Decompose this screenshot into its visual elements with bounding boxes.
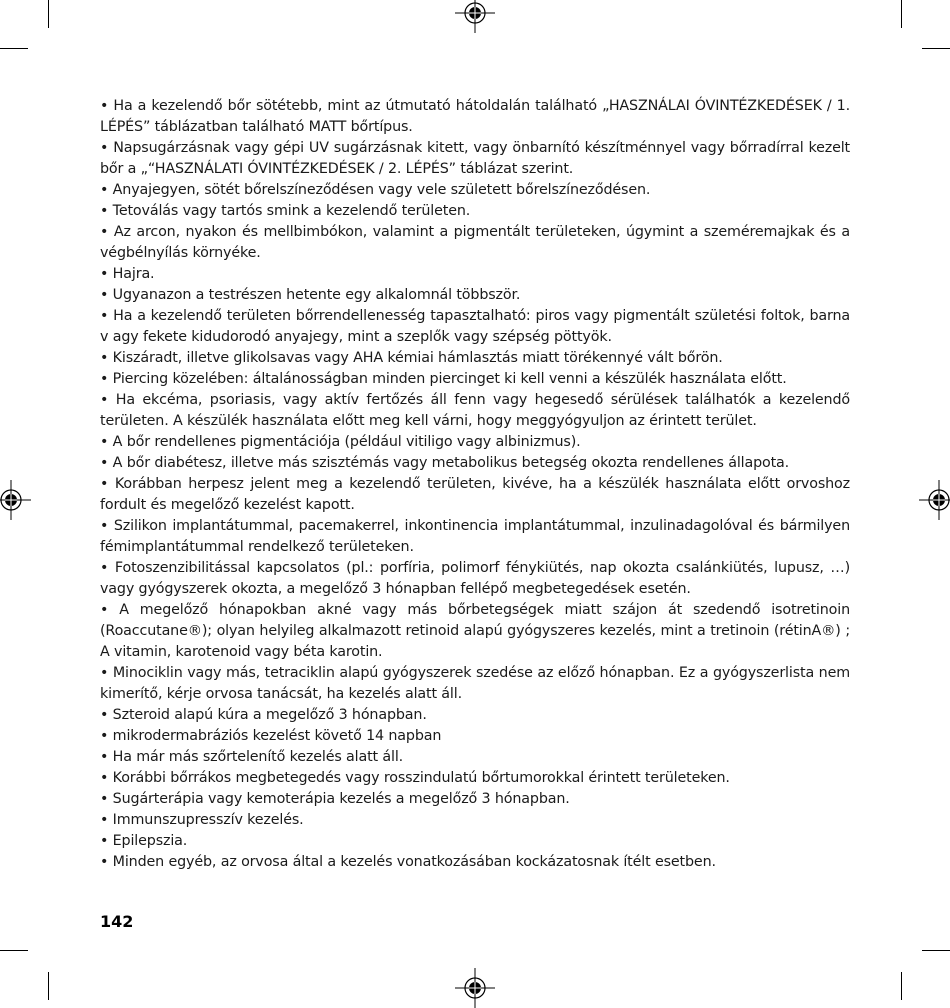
crop-mark-icon — [901, 0, 902, 28]
list-item: • Epilepszia. — [100, 833, 188, 849]
crosshair-registration-mark-icon — [919, 480, 950, 520]
list-item: • A bőr diabétesz, illetve más szisztémás vagy metabolikus betegség okozta rendellenes állapota. — [100, 455, 790, 471]
page-number: 142 — [100, 912, 134, 931]
crop-mark-icon — [48, 0, 49, 28]
list-item: • Immunszupresszív kezelés. — [100, 812, 304, 828]
list-item: • Anyajegyen, sötét bőrelszíneződésen vagy vele született bőrelszíneződésen. — [100, 182, 651, 198]
list-item: • Ha a kezelendő bőr sötétebb, mint az útmutató hátoldalán található „HASZNÁLAI ÓVINTÉZKEDÉSEK / 1. LÉPÉS” táblázatban található MATT bőrtípus. — [100, 98, 850, 135]
crosshair-registration-mark-icon — [455, 968, 495, 1008]
list-item: • Sugárterápia vagy kemoterápia kezelés a megelőző 3 hónapban. — [100, 791, 570, 807]
crop-mark-icon — [0, 48, 28, 49]
list-item: • Ugyanazon a testrészen hetente egy alkalomnál többször. — [100, 287, 521, 303]
crosshair-registration-mark-icon — [455, 0, 495, 33]
list-item: • Korábbi bőrrákos megbetegedés vagy rosszindulatú bőrtumorokkal érintett területeken. — [100, 770, 730, 786]
list-item: • Ha a kezelendő területen bőrrendellenesség tapasztalható: piros vagy pigmentált születési foltok, barna v agy fekete kidudorodó anyajegy, mint a szeplők vagy szépség pöttyök. — [100, 308, 850, 345]
list-item: • Kiszáradt, illetve glikolsavas vagy AHA kémiai hámlasztás miatt törékennyé vált bőrön. — [100, 350, 723, 366]
crosshair-registration-mark-icon — [0, 480, 31, 520]
crop-mark-icon — [922, 48, 950, 49]
crop-mark-icon — [48, 972, 49, 1000]
list-item: • Minden egyéb, az orvosa által a kezelés vonatkozásában kockázatosnak ítélt esetben. — [100, 854, 716, 870]
list-item: • Fotoszenzibilitással kapcsolatos (pl.: porfíria, polimorf fénykiütés, nap okozta csalánkiütés, lupusz, …) vagy gyógyszerek okozta, a megelőző 3 hónapban fellépő megbetegedések esetén. — [100, 560, 850, 597]
list-item: • Tetoválás vagy tartós smink a kezelendő területen. — [100, 203, 471, 219]
list-item: • Korábban herpesz jelent meg a kezelendő területen, kivéve, ha a készülék használata előtt orvoshoz fordult és megelőző kezelést kapott. — [100, 476, 850, 513]
list-item: • Ha már más szőrtelenítő kezelés alatt áll. — [100, 749, 404, 765]
crop-mark-icon — [922, 950, 950, 951]
list-item: • Piercing közelében: általánosságban minden piercinget ki kell venni a készülék használata előtt. — [100, 371, 787, 387]
crop-mark-icon — [0, 950, 28, 951]
list-item: • A bőr rendellenes pigmentációja (például vitiligo vagy albinizmus). — [100, 434, 581, 450]
list-item: • Napsugárzásnak vagy gépi UV sugárzásnak kitett, vagy önbarnító készítménnyel vagy bőrradírral kezelt bőr a „“HASZNÁLATI ÓVINTÉZKEDÉSEK / 2. LÉPÉS” táblázat szerint. — [100, 140, 850, 177]
list-item: • Szilikon implantátummal, pacemakerrel, inkontinencia implantátummal, inzulinadagolóval és bármilyen fémimplantátummal rendelkező területeken. — [100, 518, 850, 555]
list-item: • mikrodermabráziós kezelést követő 14 napban — [100, 728, 442, 744]
list-item: • A megelőző hónapokban akné vagy más bőrbetegségek miatt szájon át szedendő isotretinoin (Roaccutane®); olyan helyileg alkalmazott retinoid alapú gyógyszeres kezelés, mint a tretinoin (rétinA®) ; A vitamin, karotenoid vagy béta karotin. — [100, 602, 850, 660]
list-item: • Szteroid alapú kúra a megelőző 3 hónapban. — [100, 707, 427, 723]
list-item: • Minociklin vagy más, tetraciklin alapú gyógyszerek szedése az előző hónapban. Ez a gyógyszerlista nem kimerítő, kérje orvosa tanácsát, ha kezelés alatt áll. — [100, 665, 850, 702]
list-item: • Ha ekcéma, psoriasis, vagy aktív fertőzés áll fenn vagy hegesedő sérülések találhatók a kezelendő területen. A készülék használata előtt meg kell várni, hogy meggyógyuljon az érintett terület. — [100, 392, 850, 429]
crop-mark-icon — [901, 972, 902, 1000]
list-item: • Az arcon, nyakon és mellbimbókon, valamint a pigmentált területeken, úgymint a szeméremajkak és a végbélnyílás környéke. — [100, 224, 850, 261]
contraindication-list — [100, 96, 850, 873]
list-item: • Hajra. — [100, 266, 155, 282]
